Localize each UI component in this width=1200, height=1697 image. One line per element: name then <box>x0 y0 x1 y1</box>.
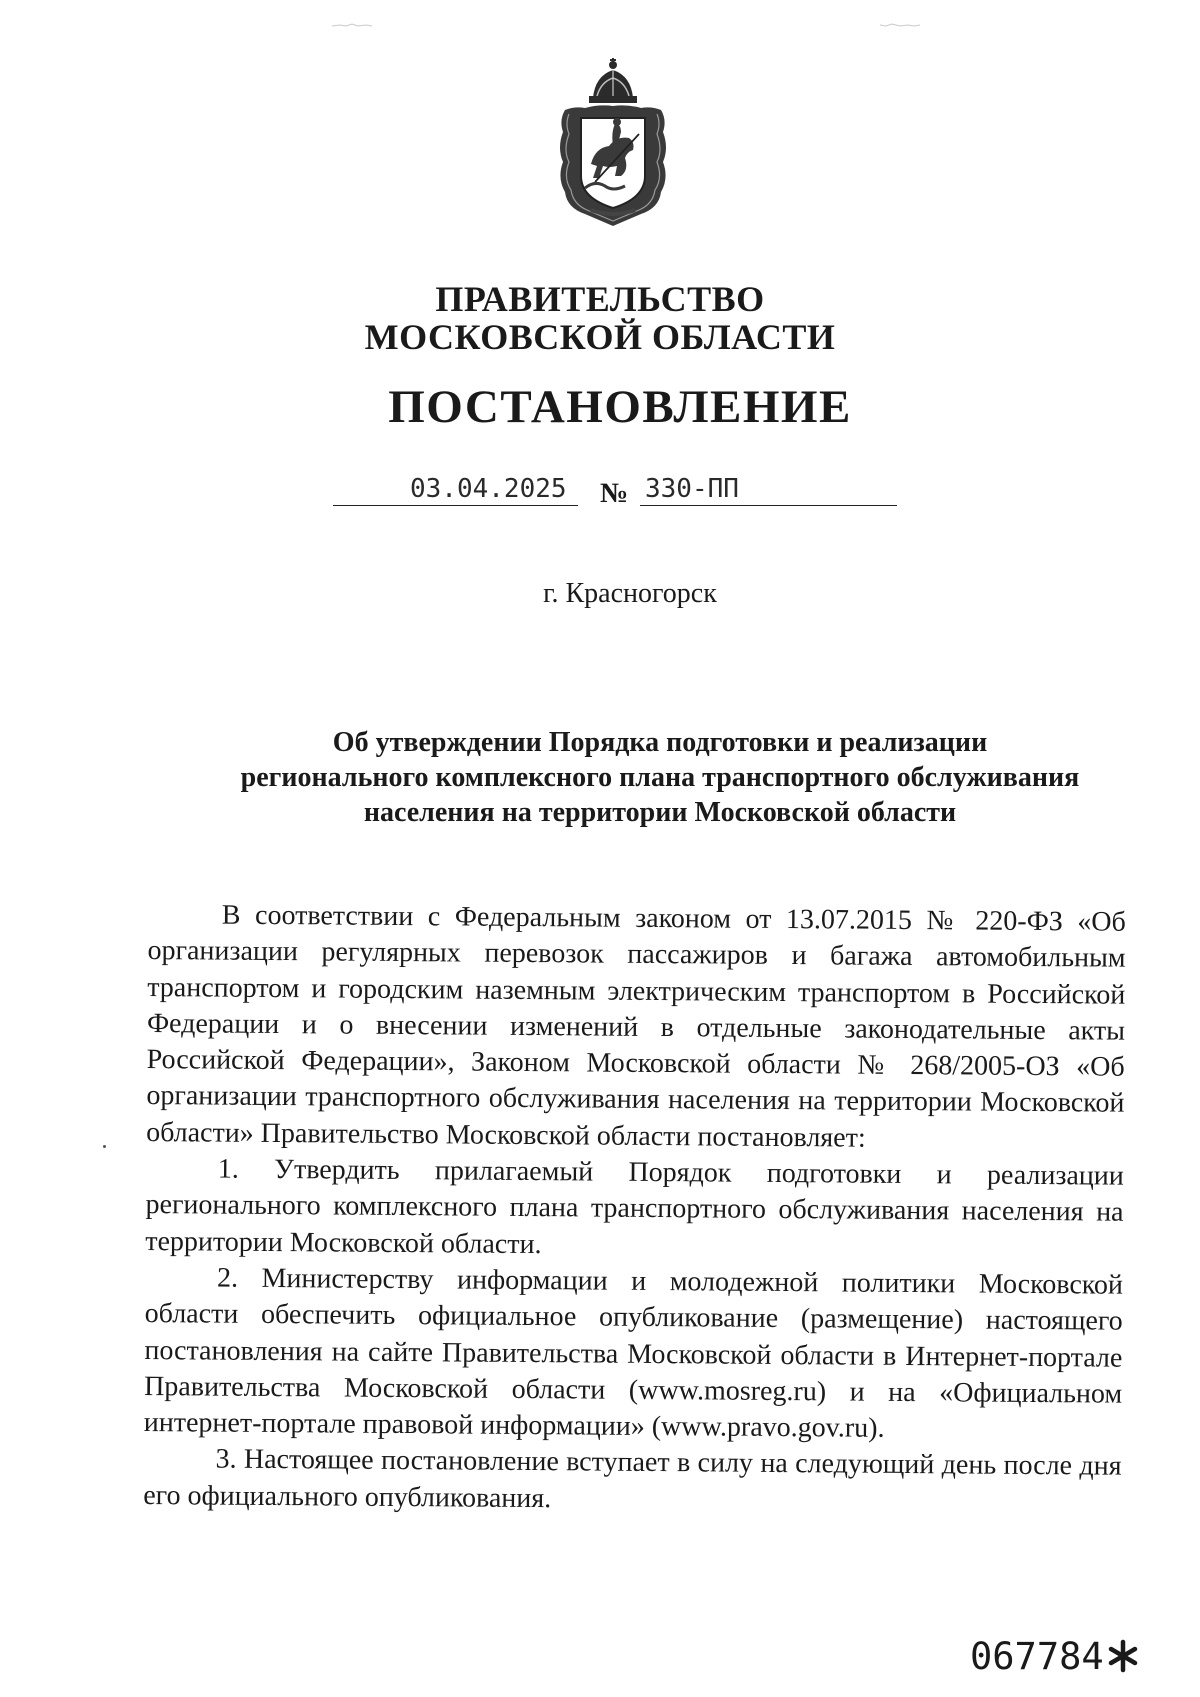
title-line: населения на территории Московской области <box>363 797 957 828</box>
registration-date: 03.04.2025 <box>410 474 567 504</box>
clause-3: 3. Настоящее постановление вступает в силу на следующий день после дня его официального опубликования. <box>143 1444 1122 1514</box>
number-sign: № <box>600 478 629 509</box>
title-line: Об утверждении Порядка подготовки и реализации <box>332 727 988 758</box>
government-name-line2: МОСКОВСКОЙ ОБЛАСТИ <box>364 317 836 357</box>
document-title <box>200 725 1120 830</box>
clause-2: 2. Министерству информации и молодежной политики Московской области обеспечить официальное опубликование (размещение) настоящего постановления на сайте Правительства Московской области в Интернет-портале Правительства Московской области (www.mosreg.ru) и на «Официальном интернет-портале правовой информации» (www.pravo.gov.ru). <box>143 1262 1124 1444</box>
preamble-paragraph: В соответствии с Федеральным законом от 13.07.2015 № 220-ФЗ «Об организации регулярных перевозок пассажиров и багажа автомобильным транспортом и городским наземным электрическим транспортом в Российской Федерации и о внесении изменений в отдельные законодательные акты Российской Федерации», Законом Московской области № 268/2005-ОЗ «Об организации транспортного обслуживания населения на территории Московской области» Правительство Московской области постановляет: <box>146 899 1126 1154</box>
place-of-issue: г. Красногорск <box>543 578 717 609</box>
document-type-heading: ПОСТАНОВЛЕНИЕ <box>388 381 852 433</box>
document-body <box>143 897 1126 1522</box>
asterisk-icon <box>1107 1638 1139 1674</box>
serial-number: 067784 <box>970 1635 1104 1678</box>
government-name-line1: ПРАВИТЕЛЬСТВО <box>435 279 765 319</box>
registration-number: 330-ПП <box>645 474 739 504</box>
number-underline <box>640 505 897 506</box>
moscow-oblast-coat-of-arms-icon <box>555 58 671 228</box>
date-underline <box>333 505 578 506</box>
scan-artifact-icon <box>880 22 920 28</box>
clause-1: 1. Утвердить прилагаемый Порядок подготовки и реализации регионального комплексного плана транспортного обслуживания населения на территории Московской области. <box>145 1153 1124 1260</box>
title-line: регионального комплексного плана транспортного обслуживания <box>240 762 1080 793</box>
scan-artifact-icon <box>332 22 372 28</box>
scan-speck <box>103 1145 106 1148</box>
